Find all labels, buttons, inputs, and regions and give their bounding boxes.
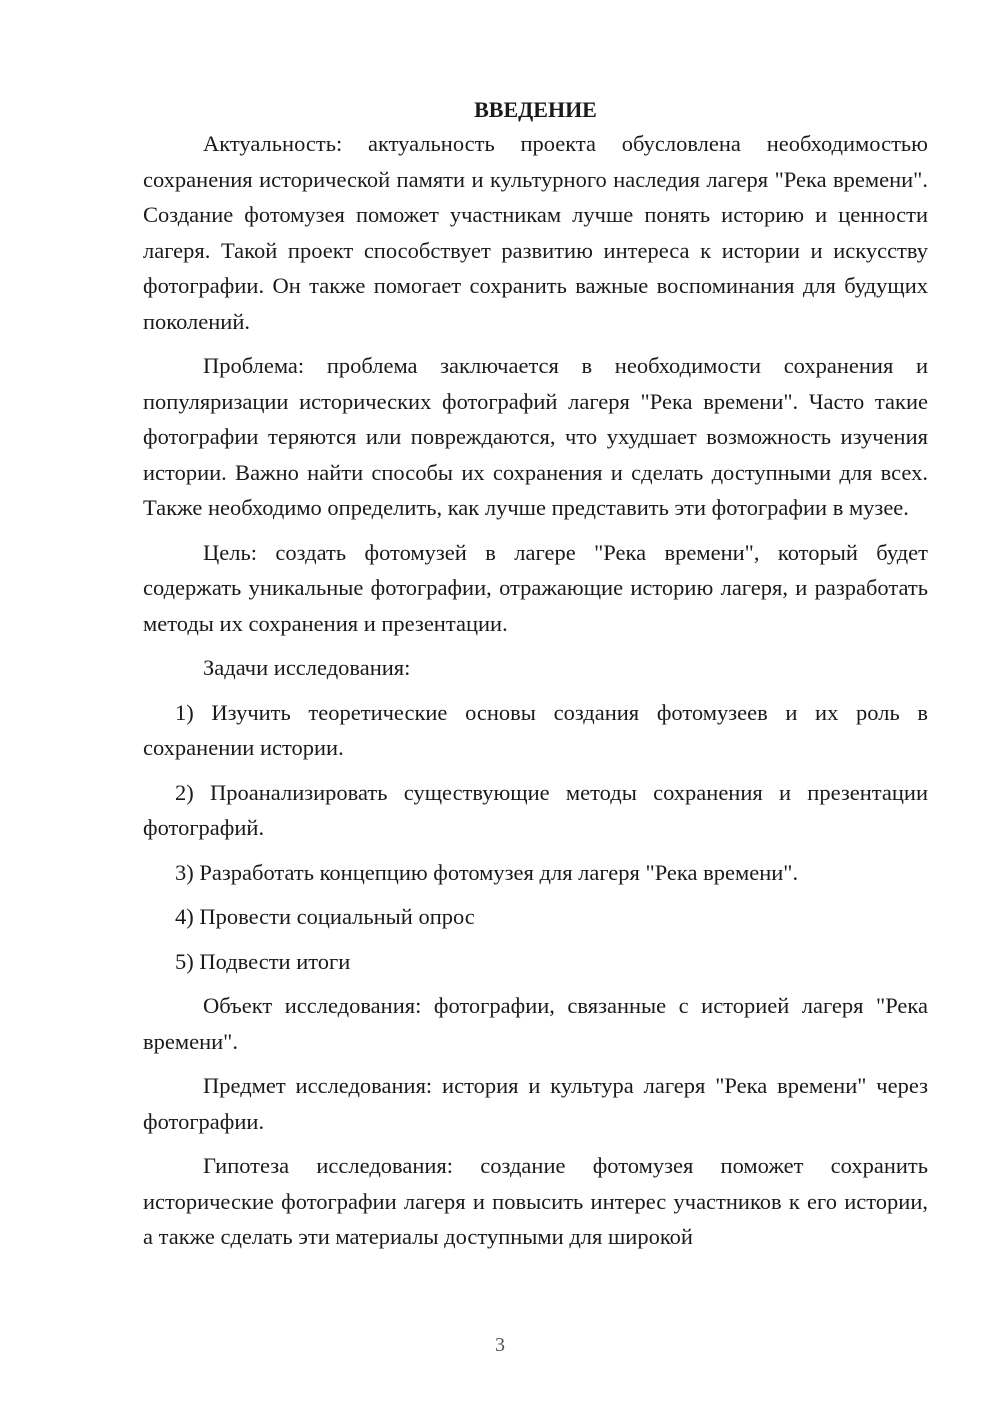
paragraph-subject: Предмет исследования: история и культура лагеря "Река времени" через фотографии. <box>143 1073 928 1134</box>
task-item-3: 3) Разработать концепцию фотомузея для лагеря "Река времени". <box>175 859 799 885</box>
task-item-2: 2) Проанализировать существующие методы сохранения и презентации фотографий. <box>143 779 928 840</box>
paragraph-hypothesis: Гипотеза исследования: создание фотомузея поможет сохранить исторические фотографии лагеря и повысить интерес участников к его истории, а также сделать эти материалы доступными для широкой <box>143 1153 928 1249</box>
paragraph-object: Объект исследования: фотографии, связанные с историей лагеря "Река времени". <box>143 993 928 1054</box>
paragraph-relevance: Актуальность: актуальность проекта обусловлена необходимостью сохранения исторической памяти и культурного наследия лагеря "Река времени". Создание фотомузея поможет участникам лучше понять историю и ценности лагеря. Такой проект способствует развитию интереса к истории и искусству фотографии. Он также помогает сохранить важные воспоминания для будущих поколений. <box>143 131 928 334</box>
paragraph-tasks-intro: Задачи исследования: <box>203 655 411 680</box>
task-item-1: 1) Изучить теоретические основы создания фотомузеев и их роль в сохранении истории. <box>143 699 928 760</box>
paragraph-problem: Проблема: проблема заключается в необходимости сохранения и популяризации исторических фотографий лагеря "Река времени". Часто такие фотографии теряются или повреждаются, что ухудшает возможность изучения истории. Важно найти способы их сохранения и сделать доступными для всех. Также необходимо определить, как лучше представить эти фотографии в музее. <box>143 353 928 520</box>
task-item-5: 5) Подвести итоги <box>175 948 351 974</box>
paragraph-goal: Цель: создать фотомузей в лагере "Река времени", который будет содержать уникальные фотографии, отражающие историю лагеря, и разработать методы их сохранения и презентации. <box>143 539 928 636</box>
task-item-4: 4) Провести социальный опрос <box>175 904 475 929</box>
page-content <box>143 94 928 1264</box>
page-number: 3 <box>495 1334 505 1356</box>
section-heading: ВВЕДЕНИЕ <box>474 97 597 122</box>
